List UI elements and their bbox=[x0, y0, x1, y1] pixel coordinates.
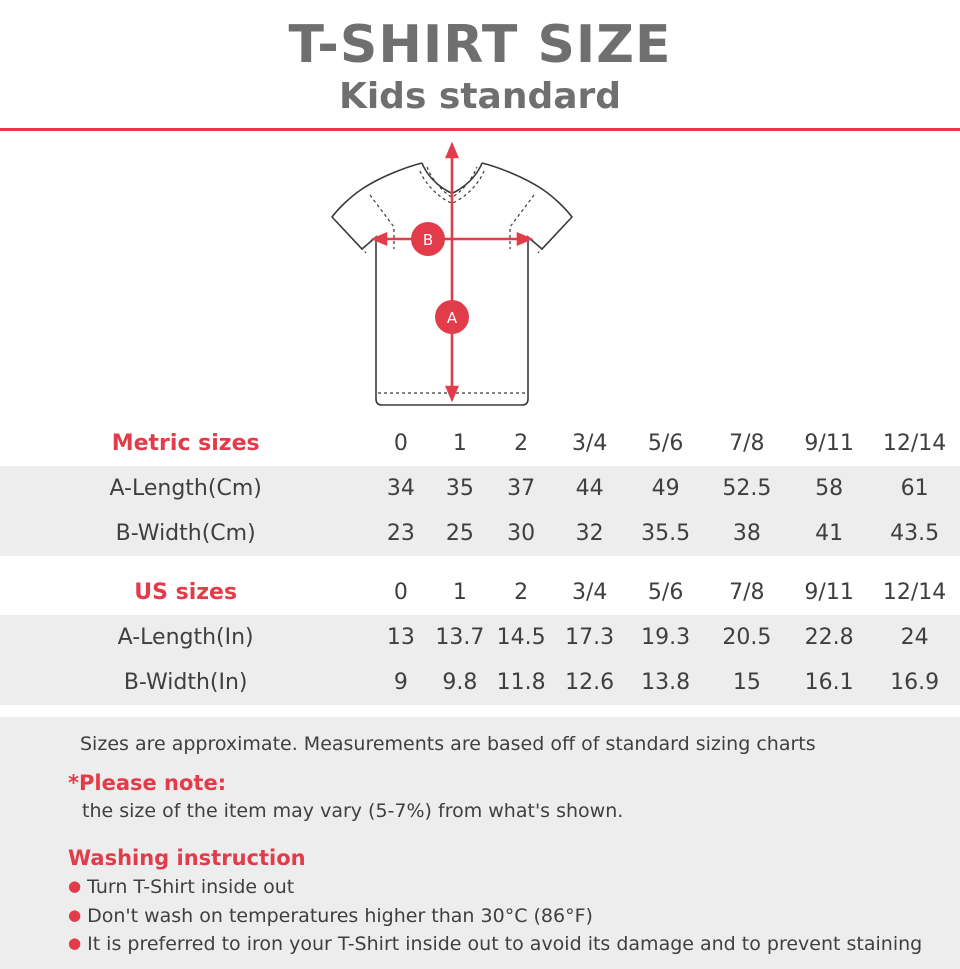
column-header: 1 bbox=[430, 421, 489, 466]
column-header: 3/4 bbox=[553, 421, 627, 466]
column-header: 1 bbox=[430, 570, 489, 615]
table-row bbox=[0, 660, 960, 705]
cell: 13.7 bbox=[430, 615, 489, 660]
column-header: 0 bbox=[371, 570, 430, 615]
section-label-metric: Metric sizes bbox=[0, 421, 371, 466]
cell: 9.8 bbox=[430, 660, 489, 705]
column-header: 7/8 bbox=[705, 421, 789, 466]
page-subtitle: Kids standard bbox=[338, 75, 622, 117]
cell: 17.3 bbox=[553, 615, 627, 660]
bullet-icon: ● bbox=[68, 877, 82, 896]
list-item bbox=[0, 930, 960, 959]
cell: 16.1 bbox=[789, 660, 869, 705]
list-item bbox=[0, 873, 960, 902]
marker-a-group bbox=[435, 300, 469, 334]
column-header: 12/14 bbox=[869, 570, 960, 615]
washing-item-label: Turn T-Shirt inside out bbox=[87, 876, 295, 899]
cell: 43.5 bbox=[869, 511, 960, 556]
table-row bbox=[0, 466, 960, 511]
table-row bbox=[0, 511, 960, 556]
section-label-us: US sizes bbox=[0, 570, 371, 615]
note-please-text: the size of the item may vary (5-7%) from what's shown. bbox=[82, 800, 624, 823]
column-header: 5/6 bbox=[627, 421, 705, 466]
column-header: 5/6 bbox=[627, 570, 705, 615]
cell: 25 bbox=[430, 511, 489, 556]
header bbox=[0, 0, 960, 131]
cell: 41 bbox=[789, 511, 869, 556]
cell: 30 bbox=[489, 511, 552, 556]
bullet-icon: ● bbox=[68, 934, 82, 953]
column-header: 9/11 bbox=[789, 570, 869, 615]
size-table-wrap bbox=[0, 421, 960, 717]
bullet-icon: ● bbox=[68, 905, 82, 924]
column-header: 9/11 bbox=[789, 421, 869, 466]
cell: 12.6 bbox=[553, 660, 627, 705]
row-label: B-Width(In) bbox=[0, 660, 371, 705]
table-row bbox=[0, 615, 960, 660]
cell: 49 bbox=[627, 466, 705, 511]
washing-item-label: It is preferred to iron your T-Shirt inside out to avoid its damage and to prevent staining bbox=[87, 933, 923, 956]
cell: 23 bbox=[371, 511, 430, 556]
cell: 44 bbox=[553, 466, 627, 511]
marker-a-label: A bbox=[446, 309, 458, 328]
cell: 35.5 bbox=[627, 511, 705, 556]
cell: 9 bbox=[371, 660, 430, 705]
tshirt-illustration bbox=[0, 131, 960, 421]
washing-instruction-title: Washing instruction bbox=[68, 845, 306, 870]
note-approximate: Sizes are approximate. Measurements are based off of standard sizing charts bbox=[80, 733, 816, 756]
cell: 37 bbox=[489, 466, 552, 511]
tshirt-diagram-svg bbox=[310, 131, 650, 421]
cell: 52.5 bbox=[705, 466, 789, 511]
marker-b-group bbox=[411, 222, 445, 256]
list-item bbox=[0, 902, 960, 931]
cell: 14.5 bbox=[489, 615, 552, 660]
washing-item-label: Don't wash on temperatures higher than 30°C (86°F) bbox=[87, 904, 593, 927]
cell: 15 bbox=[705, 660, 789, 705]
cell: 38 bbox=[705, 511, 789, 556]
cell: 16.9 bbox=[869, 660, 960, 705]
cell: 13.8 bbox=[627, 660, 705, 705]
table-row bbox=[0, 421, 960, 466]
column-header: 0 bbox=[371, 421, 430, 466]
marker-b-label: B bbox=[422, 231, 434, 250]
column-header: 7/8 bbox=[705, 570, 789, 615]
row-label: B-Width(Cm) bbox=[0, 511, 371, 556]
cell: 24 bbox=[869, 615, 960, 660]
cell: 34 bbox=[371, 466, 430, 511]
row-label: A-Length(Cm) bbox=[0, 466, 371, 511]
column-header: 3/4 bbox=[553, 570, 627, 615]
cell: 19.3 bbox=[627, 615, 705, 660]
cell: 35 bbox=[430, 466, 489, 511]
column-header: 2 bbox=[489, 570, 552, 615]
cell: 32 bbox=[553, 511, 627, 556]
cell: 11.8 bbox=[489, 660, 552, 705]
column-header: 12/14 bbox=[869, 421, 960, 466]
note-please-title: *Please note: bbox=[68, 770, 227, 795]
row-label: A-Length(In) bbox=[0, 615, 371, 660]
table-row bbox=[0, 570, 960, 615]
cell: 61 bbox=[869, 466, 960, 511]
table-spacer bbox=[0, 705, 960, 717]
column-header: 2 bbox=[489, 421, 552, 466]
cell: 22.8 bbox=[789, 615, 869, 660]
page-title: T-SHIRT SIZE bbox=[288, 15, 672, 75]
cell: 13 bbox=[371, 615, 430, 660]
size-table bbox=[0, 421, 960, 717]
table-spacer bbox=[0, 556, 960, 570]
cell: 58 bbox=[789, 466, 869, 511]
cell: 20.5 bbox=[705, 615, 789, 660]
notes-section bbox=[0, 717, 960, 968]
